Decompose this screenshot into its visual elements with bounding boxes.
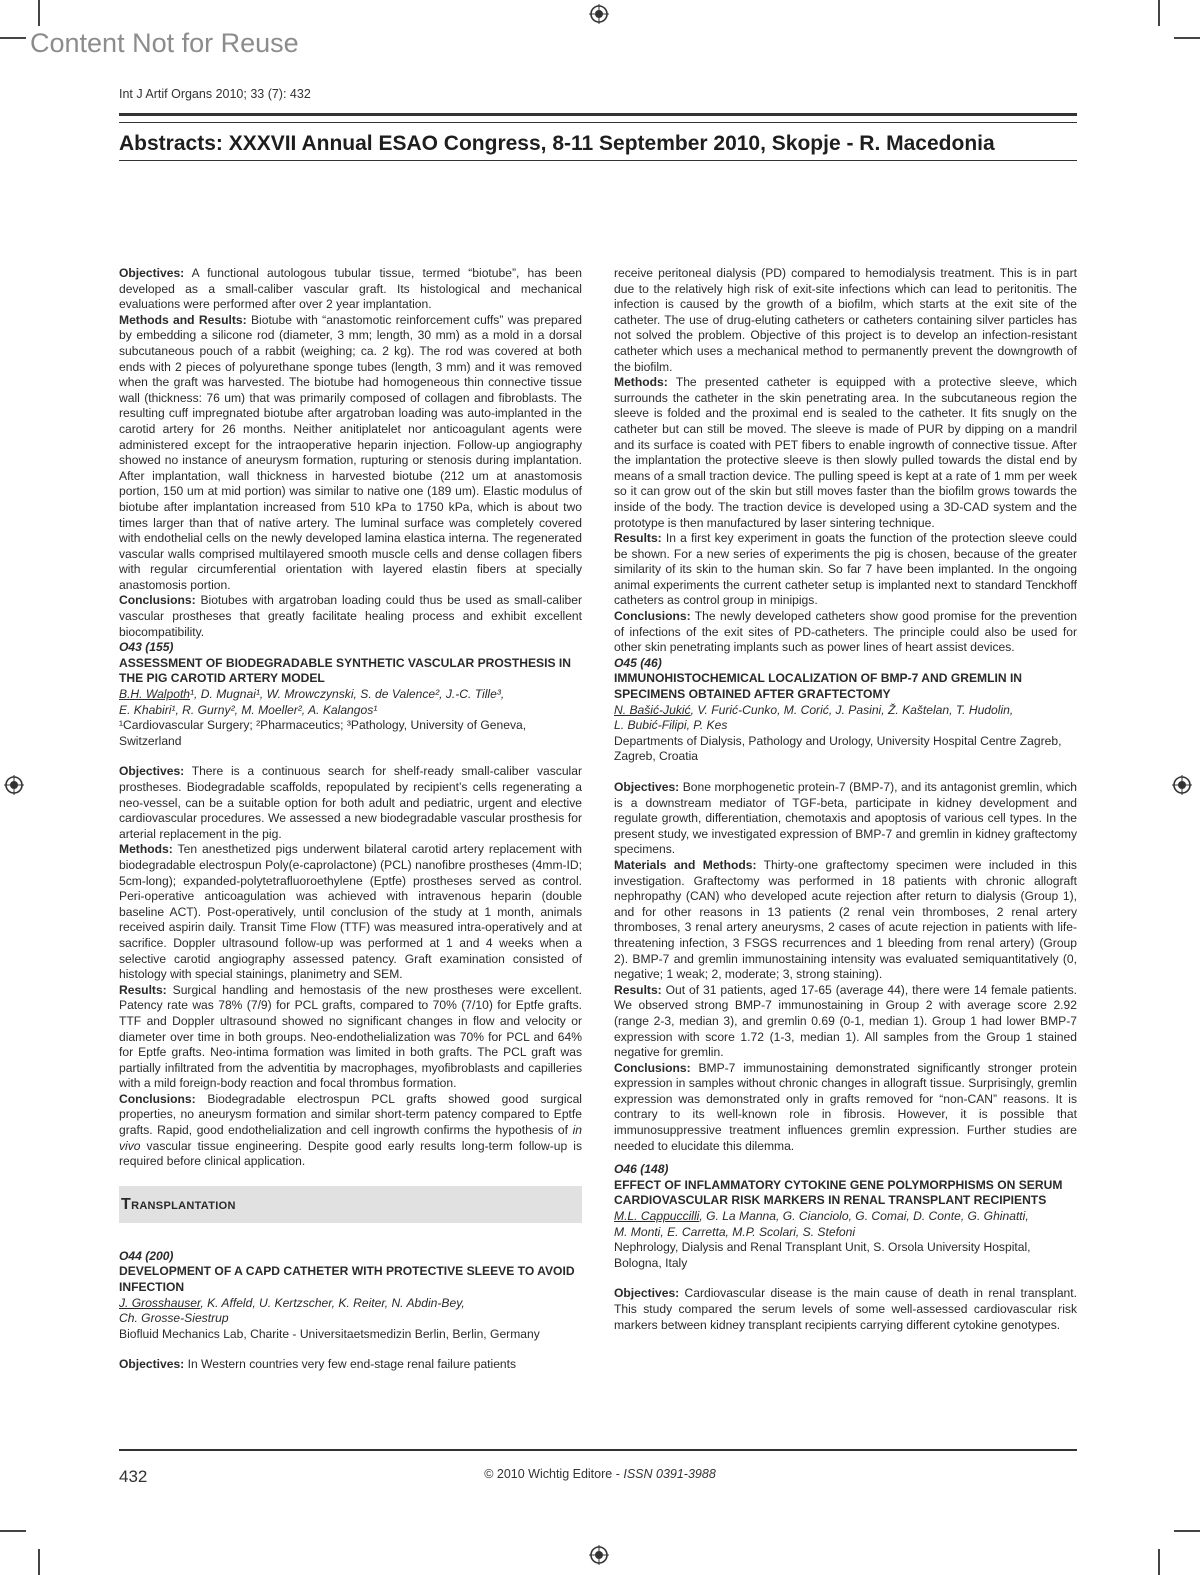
authors-line: M. Monti, E. Carretta, M.P. Scolari, S. Stefoni	[614, 1224, 856, 1239]
label: Conclusions:	[119, 1091, 196, 1106]
crop-mark	[0, 37, 26, 39]
presenting-author: B.H. Walpoth	[119, 687, 191, 702]
abstract-title: ASSESSMENT OF BIODEGRADABLE SYNTHETIC VASCULAR PROSTHESIS IN THE PIG CAROTID ARTERY MODEL	[119, 655, 571, 686]
authors-line: E. Khabiri¹, R. Gurny², M. Moeller², A. Kalangos¹	[119, 702, 378, 717]
crop-mark	[0, 1530, 26, 1532]
registration-target-icon	[589, 4, 609, 24]
paragraph	[614, 531, 1077, 609]
label: Results:	[119, 982, 167, 997]
abstract-code: O45 (46)	[614, 655, 662, 670]
authors-rest: , K. Affeld, U. Kertzscher, K. Reiter, N. Abdin-Bey,	[200, 1295, 465, 1310]
authors	[119, 687, 582, 718]
label: Objectives:	[119, 1357, 185, 1372]
abstract-title: DEVELOPMENT OF A CAPD CATHETER WITH PROTECTIVE SLEEVE TO AVOID INFECTION	[119, 1264, 575, 1295]
section-heading-bar	[119, 1186, 582, 1223]
body-text: A functional autologous tubular tissue, termed “biotube”, has been developed as a small-caliber vascular graft. Its histological and mechanical evaluations were performed after over 2 year implantation.	[119, 266, 582, 312]
paragraph	[614, 375, 1077, 531]
authors-rest: ¹, D. Mugnai¹, W. Mrowczynski, S. de Valence², J.-C. Tille³,	[190, 687, 505, 702]
section-heading: Transplantation	[121, 1195, 236, 1213]
paragraph	[614, 609, 1077, 656]
authors	[614, 1209, 1077, 1240]
footer-rule	[119, 1449, 1077, 1451]
body-text: Cardiovascular disease is the main cause of death in renal transplant. This study compared the serum levels of some well-assessed cardiovascular risk markers between kidney transplant recipients carrying different cytokine genotypes.	[614, 1286, 1077, 1332]
paragraph	[119, 983, 582, 1092]
abstract-title: IMMUNOHISTOCHEMICAL LOCALIZATION OF BMP-7 AND GREMLIN IN SPECIMENS OBTAINED AFTER GRAFTECTOMY	[614, 671, 1023, 702]
authors-line: L. Bubić-Filipi, P. Kes	[614, 718, 728, 733]
registration-target-icon	[1172, 775, 1192, 795]
abstract-code: O44 (200)	[119, 1248, 174, 1263]
label: Objectives:	[119, 266, 185, 280]
label: Materials and Methods:	[614, 857, 757, 872]
presenting-author: M.L. Cappuccilli	[614, 1209, 700, 1224]
paragraph	[119, 764, 582, 842]
abstract-code: O43 (155)	[119, 640, 174, 655]
affiliation: ¹Cardiovascular Surgery; ²Pharmaceutics; ³Pathology, University of Geneva, Switzerland	[119, 718, 527, 748]
crop-mark	[1174, 1530, 1200, 1532]
paragraph: receive peritoneal dialysis (PD) compared to hemodialysis treatment. This is in part due to the relatively high risk of exit-site infections which can lead to peritonitis. The infection is caused by the growth of a biofilm, which starts at the exit site of the catheter. The use of drug-eluting catheters or catheters containing silver particles has not solved the problem. Objective of this project is to develop an infection-resistant catheter which uses a mechanical method to permanently prevent the downgrowth of the biofilm.	[614, 266, 1077, 374]
paragraph	[614, 858, 1077, 983]
label: Objectives:	[614, 780, 680, 794]
issn: ISSN 0391-3988	[623, 1467, 716, 1481]
body-text: vascular tissue engineering. Despite good early results long-term follow-up is required before clinical application.	[119, 1138, 582, 1169]
paragraph	[119, 593, 582, 640]
paragraph	[614, 780, 1077, 858]
abstract-title: EFFECT OF INFLAMMATORY CYTOKINE GENE POLYMORPHISMS ON SERUM CARDIOVASCULAR RISK MARKERS IN RENAL TRANSPLANT RECIPIENTS	[614, 1177, 1063, 1208]
header-rule	[119, 122, 1077, 123]
paragraph	[119, 313, 582, 594]
header-rule	[119, 160, 1077, 161]
page-number: 432	[119, 1467, 148, 1486]
crop-mark	[38, 1549, 40, 1575]
label: Conclusions:	[614, 1060, 691, 1075]
body-text: In Western countries very few end-stage renal failure patients	[187, 1357, 517, 1372]
body-text: The presented catheter is equipped with a protective sleeve, which surrounds the catheter in the skin penetrating area. In the subcutaneous region the sleeve is folded and the proximal end is sealed to the catheter. It fits snugly on the catheter but can still be moved. The sleeve is made of PUR by dipping on a mandril and its surface is coated with PET fibers to enable ingrowth of connective tissue. After the implantation the protective sleeve is then slowly pulled towards the distal end by means of a small traction device. The pulling speed is kept at a rate of 1 mm per week so it can grow out of the skin but still moves faster than the biofilm grows towards the inside of the body. The traction device is developed using a 3D-CAD system and the prototype is then manufactured by laser sintering technique.	[614, 375, 1077, 530]
journal-citation: Int J Artif Organs 2010; 33 (7): 432	[119, 87, 311, 101]
crop-mark	[38, 0, 40, 26]
copyright-text: © 2010 Wichtig Editore -	[484, 1467, 624, 1481]
body-text: BMP-7 immunostaining demonstrated significantly stronger protein expression in samples without chronic changes in allograft tissue. Surprisingly, gremlin expression was demonstrated only in grafts removed for “non-CAN” reasons. It is contrary to its well-known role in fibrosis. However, it is possible that immunosuppressive treatment influences gremlin expression. Further studies are needed to elucidate this dilemma.	[614, 1060, 1077, 1153]
label: Objectives:	[614, 1286, 680, 1301]
header-rule	[119, 113, 1077, 116]
paragraph	[119, 1357, 582, 1373]
authors-rest: , V. Furić-Cunko, M. Corić, J. Pasini, Ž. Kaštelan, T. Hudolin,	[690, 702, 1014, 717]
label: Objectives:	[119, 764, 185, 779]
right-column	[614, 266, 1077, 1333]
paragraph	[614, 1061, 1077, 1155]
body-text: In a first key experiment in goats the function of the protection sleeve could be shown. For a new series of experiments the pig is chosen, because of the greater similarity of its skin to the human skin. So far 7 have been implanted. In the ongoing animal experiments the current catheter setup is implanted next to standard Tenckhoff catheters as control group in minipigs.	[614, 531, 1077, 608]
label: Methods:	[119, 842, 173, 857]
label: Conclusions:	[614, 609, 691, 624]
watermark: Content Not for Reuse	[30, 28, 299, 58]
affiliation: Nephrology, Dialysis and Renal Transplant Unit, S. Orsola University Hospital, Bologna, Italy	[614, 1240, 1031, 1270]
label: Conclusions:	[119, 593, 196, 608]
body-text: Biotubes with argatroban loading could thus be used as small-caliber vascular prostheses that greatly facilitate healing process and exhibit excellent biocompatibility.	[119, 593, 582, 639]
authors	[614, 703, 1077, 734]
body-text-italic: in vivo	[119, 1123, 582, 1153]
authors-rest: , G. La Manna, G. Cianciolo, G. Comai, D. Conte, G. Ghinatti,	[699, 1209, 1029, 1224]
crop-mark	[1158, 1549, 1160, 1575]
label: Methods and Results:	[119, 312, 247, 327]
body-text: Thirty-one graftectomy specimen were included in this investigation. Graftectomy was performed in 18 patients with chronic allograft nephropathy (CAN) who developed acute rejection after return to dialysis (Group 1), and for other reasons in 13 patients (2 renal vein thromboses, 2 renal artery thromboses, 3 renal artery aneurysms, 2 cases of acute rejection in patients with life-threatening infection, 3 FSGS recurrences and 1 bleeding from renal artery) (Group 2). BMP-7 and gremlin immunostaining intensity was evaluated semiquantitatively (0, negative; 1 weak; 2, moderate; 3, strong staining).	[614, 857, 1077, 982]
registration-target-icon	[589, 1545, 609, 1565]
paragraph	[119, 842, 582, 982]
presenting-author: J. Grosshauser	[119, 1295, 201, 1310]
registration-target-icon	[4, 775, 24, 795]
crop-mark	[1158, 0, 1160, 26]
paragraph	[119, 1092, 582, 1170]
body-text: Biotube with “anastomotic reinforcement cuffs” was prepared by embedding a silicone rod (diameter, 3 mm; length, 30 mm) as a mold in a dorsal subcutaneous pouch of a rabbit (weighing; ca. 2 kg). The rod was covered at both ends with 2 pieces of polyurethane sponge tubes (length, 3 mm) and it was removed when the graft was harvested. The biotube had homogeneous thin connective tissue wall (thickness: 76 um) that was primarily composed of collagen and fibroblasts. The resulting cuff impregnated biotube after argatroban loading was auto-implanted in the carotid artery for 26 months. Neither anitiplatelet nor anticoagulant agents were administered except for the intraoperative heparin injection. Follow-up angiography showed no instance of aneurysm formation, rupturing or stenosis during implantation. After implantation, wall thickness in harvested biotube (212 um at anastomosis portion, 150 um at mid portion) was similar to native one (189 um). Elastic modulus of biotube after implantation increased from 510 kPa to 1750 kPa, which is about two times larger than that of native artery. The luminal surface was completely covered with endothelial cells on the newly developed lamina elastica interna. The regenerated vascular walls comprised multilayered smooth muscle cells and dense collagen fibers with regular circumferential orientation with layered elastin fibers at specially anastomosis portion.	[119, 312, 582, 592]
crop-mark	[1174, 37, 1200, 39]
left-column	[119, 266, 582, 1373]
body-text: Bone morphogenetic protein-7 (BMP-7), and its antagonist gremlin, which is a downstream mediator of TGF-beta, participate in kidney development and regulate growth, differentiation, chemotaxis and apoptosis of various cell types. In the present study, we investigated expression of BMP-7 and gremlin in kidney graftectomy specimens.	[614, 780, 1077, 857]
label: Results:	[614, 982, 662, 997]
label: Methods:	[614, 375, 668, 390]
body-text: Biodegradable electrospun PCL grafts showed good surgical properties, no aneurysm formation and similar short-term patency compared to Eptfe grafts. Rapid, good endothelialization and cell ingrowth confirms the hypothesis of	[119, 1091, 582, 1138]
congress-title: Abstracts: XXXVII Annual ESAO Congress, 8-11 September 2010, Skopje - R. Macedonia	[119, 132, 995, 155]
abstract-code: O46 (148)	[614, 1162, 669, 1177]
body-text: Out of 31 patients, aged 17-65 (average 44), there were 14 female patients. We observed strong BMP-7 immunostaining in Group 2 with average score 2.92 (range 2-3, median 3), and gremlin 0.69 (0-1, median 1). Group 1 had lower BMP-7 expression with score 1.72 (1-3, median 1). All samples from the Group 1 stained negative for gremlin.	[614, 982, 1077, 1060]
authors	[119, 1296, 582, 1327]
paragraph	[614, 1286, 1077, 1333]
label: Results:	[614, 531, 662, 546]
body-text: The newly developed catheters show good promise for the prevention of infections of the exit sites of PD-catheters. The principle could also be used for other skin penetrating implants such as power lines of heart assist devices.	[614, 609, 1077, 655]
body-text: Surgical handling and hemostasis of the new prostheses were excellent. Patency rate was 78% (7/9) for PCL grafts, compared to 70% (7/10) for Eptfe grafts. TTF and Doppler ultrasound showed no significant changes in flow and velocity or diameter over time in both groups. Neo-endothelialization was 70% for PCL and 64% for Eptfe grafts. Neo-intima formation was limited in both grafts. The PCL graft was partially infiltrated from the adventitia by macrophages, myofibroblasts and capilleries with a mild foreign-body reaction and focal thrombus formation.	[119, 982, 582, 1091]
paragraph	[119, 266, 582, 313]
authors-line: Ch. Grosse-Siestrup	[119, 1311, 229, 1326]
presenting-author: N. Bašić-Jukić	[614, 702, 691, 717]
body-text: There is a continuous search for shelf-ready small-caliber vascular prostheses. Biodegradable scaffolds, repopulated by recipient’s cells regenerating a neo-vessel, can be a suitable option for both adult and pediatric, urgent and elective cardiovascular procedures. We assessed a new biodegradable vascular prosthesis for arterial replacement in the pig.	[119, 764, 582, 841]
affiliation: Departments of Dialysis, Pathology and Urology, University Hospital Centre Zagreb, Zagreb, Croatia	[614, 733, 1062, 764]
body-text: Ten anesthetized pigs underwent bilateral carotid artery replacement with biodegradable electrospun Poly(e-caprolactone) (PCL) nanofibre prostheses (4mm-ID; 5cm-long); expanded-polytetrafluoroethylene (Eptfe) prostheses served as control. Peri-operative anticoagulation was achieved with intravenous heparin (double baseline ACT). Post-operatively, until conclusion of the study at 1 month, animals received aspirin daily. Transit Time Flow (TTF) was measured intra-operatively and at sacrifice. Doppler ultrasound follow-up was performed at 1 and 4 weeks when a selective carotid angiography assessed patency. Graft examination consisted of histology with special stainings, planimetry and SEM.	[119, 842, 582, 982]
affiliation: Biofluid Mechanics Lab, Charite - Universitaetsmedizin Berlin, Berlin, Germany	[119, 1326, 540, 1341]
copyright	[0, 1467, 1200, 1481]
paragraph	[614, 983, 1077, 1061]
